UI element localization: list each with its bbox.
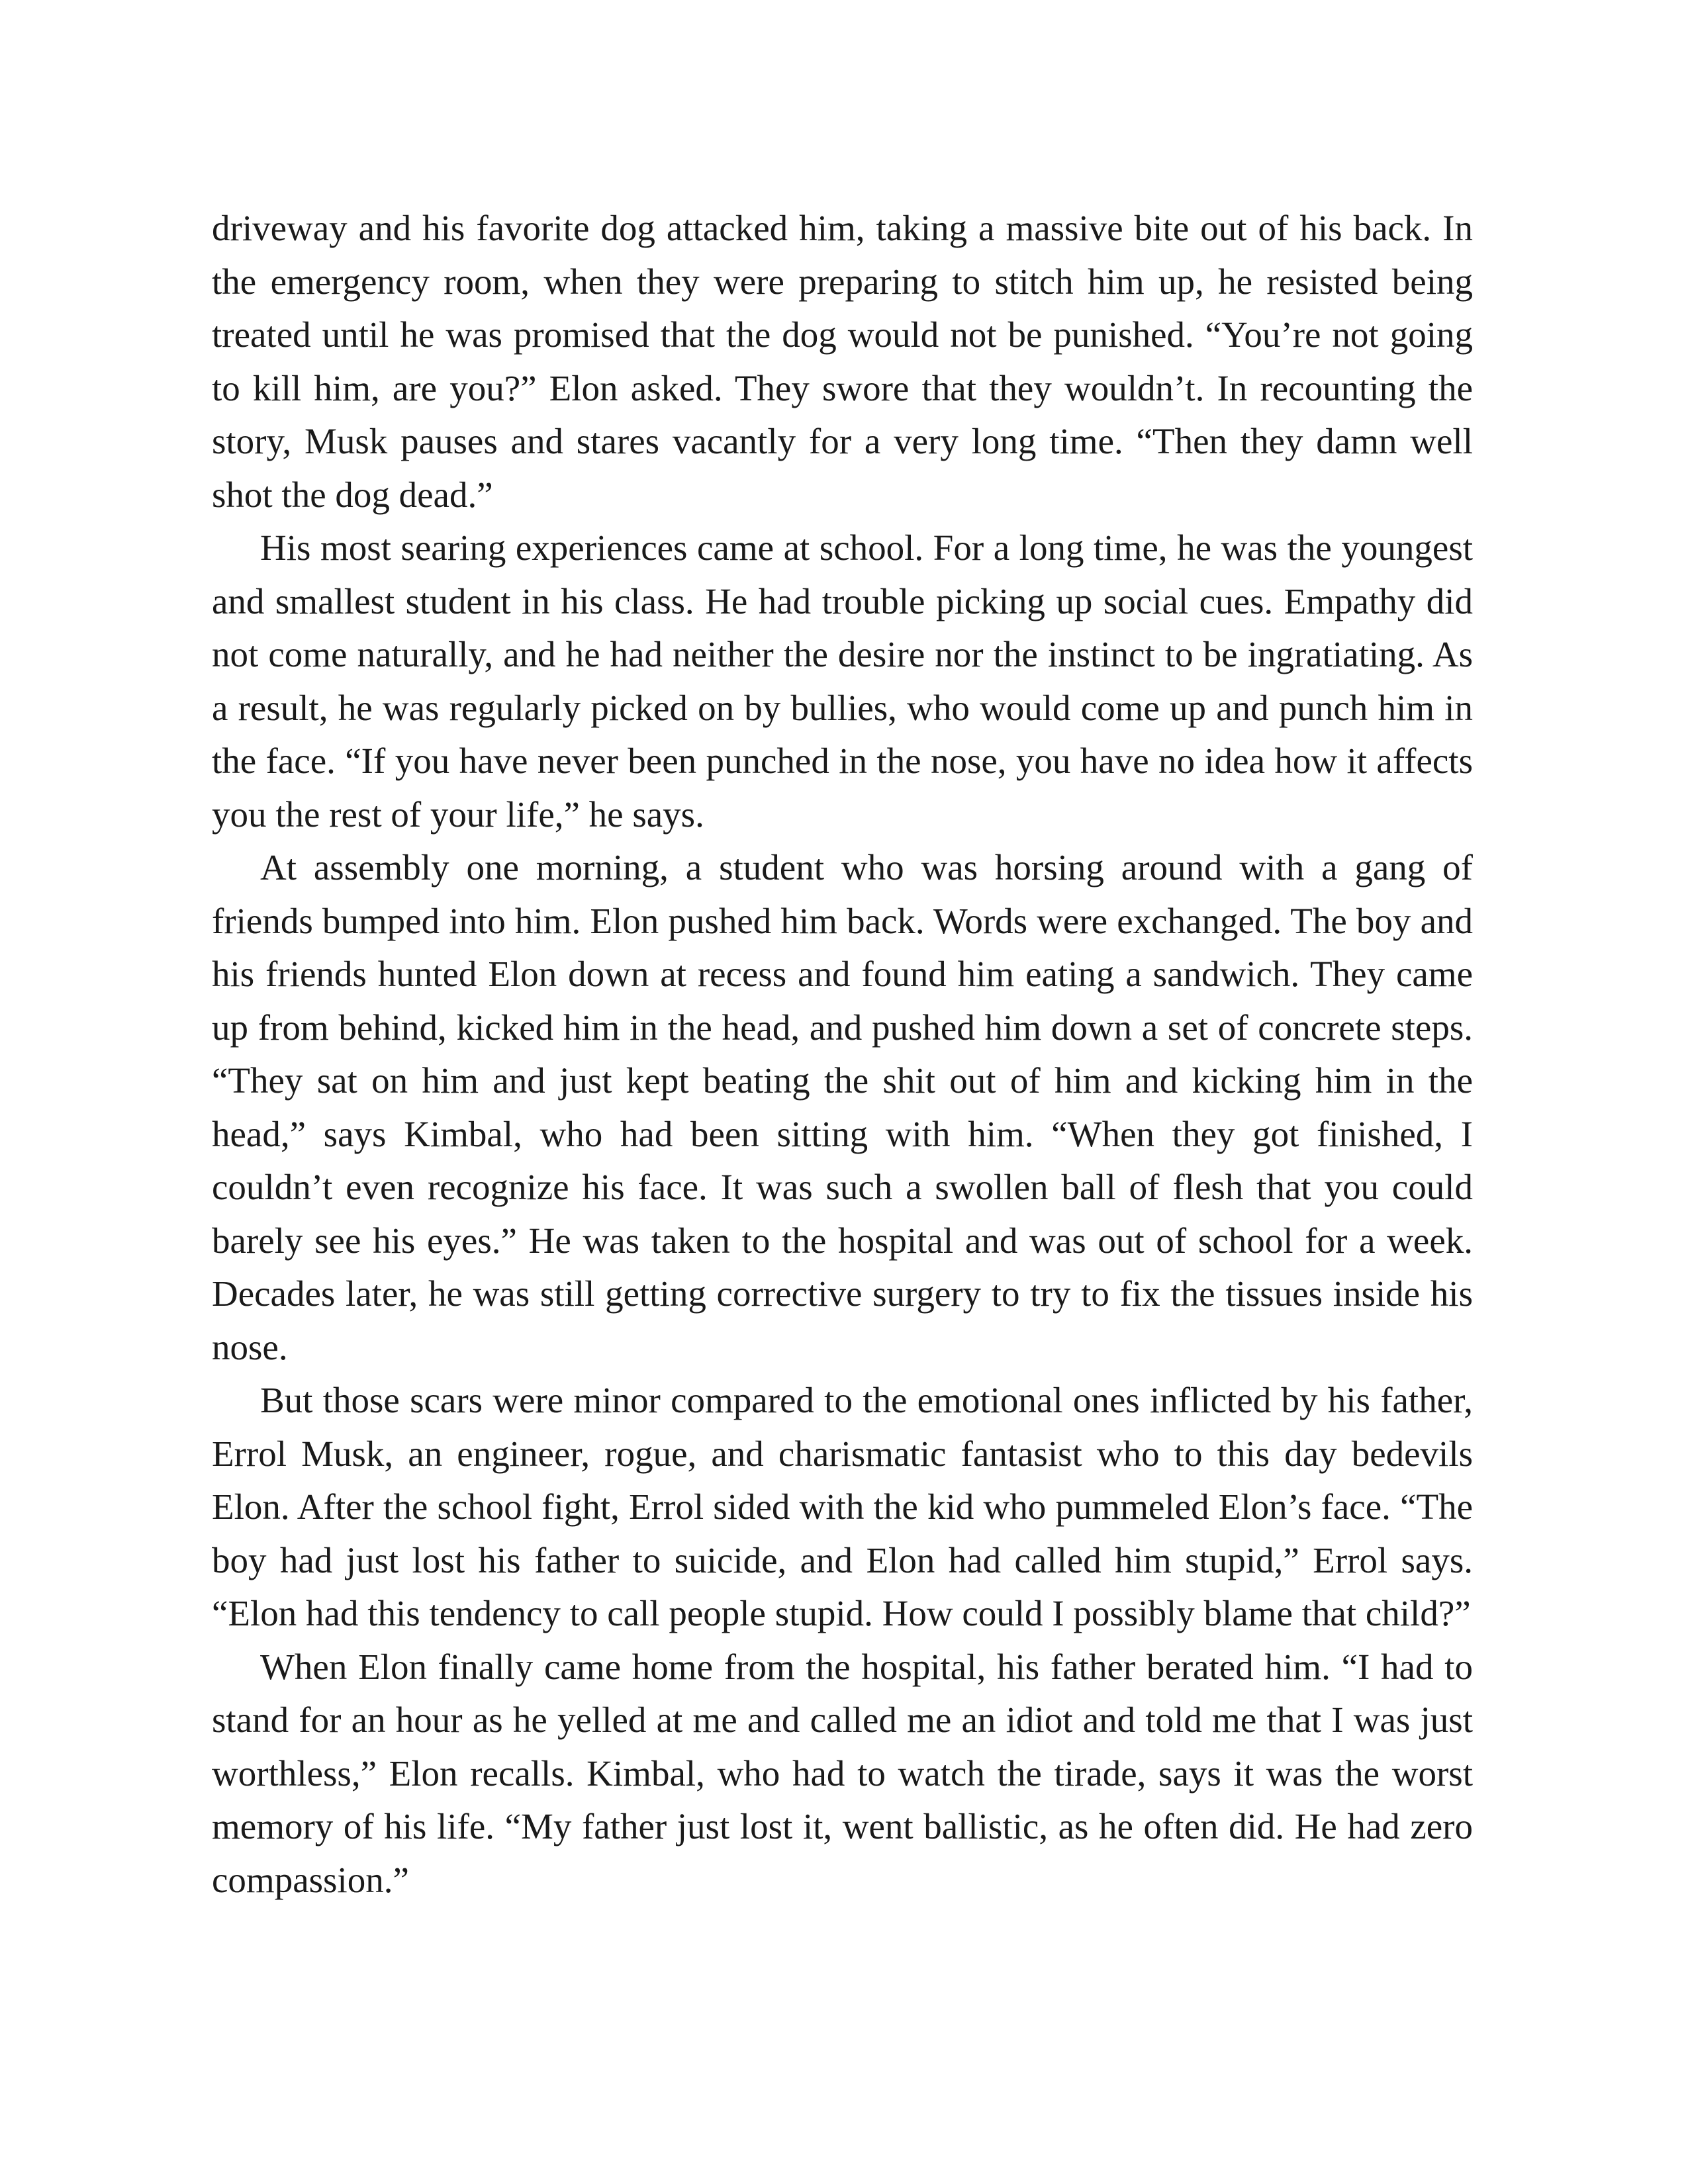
page-body	[212, 202, 1473, 1907]
paragraph-4: But those scars were minor compared to the emotional ones inflicted by his father, Errol Musk, an engineer, rogue, and charismatic fantasist who to this day bedevils Elon. After the school fight, Errol sided with the kid who pummeled Elon’s face. “The boy had just lost his father to suicide, and Elon had called him stupid,” Errol says. “Elon had this tendency to call people stupid. How could I possibly blame that child?”	[212, 1380, 1473, 1633]
paragraph-5: When Elon finally came home from the hospital, his father berated him. “I had to stand for an hour as he yelled at me and called me an idiot and told me that I was just worthless,” Elon recalls. Kimbal, who had to watch the tirade, says it was the worst memory of his life. “My father just lost it, went ballistic, as he often did. He had zero compassion.”	[212, 1646, 1473, 1900]
paragraph-3: At assembly one morning, a student who was horsing around with a gang of friends bumped into him. Elon pushed him back. Words were exchanged. The boy and his friends hunted Elon down at recess and found him eating a sandwich. They came up from behind, kicked him in the head, and pushed him down a set of concrete steps. “They sat on him and just kept beating the shit out of him and kicking him in the head,” says Kimbal, who had been sitting with him. “When they got finished, I couldn’t even recognize his face. It was such a swollen ball of flesh that you could barely see his eyes.” He was taken to the hospital and was out of school for a week. Decades later, he was still getting corrective surgery to try to fix the tissues inside his nose.	[212, 847, 1473, 1367]
paragraph-2: His most searing experiences came at school. For a long time, he was the youngest and smallest student in his class. He had trouble picking up social cues. Empathy did not come naturally, and he had neither the desire nor the instinct to be ingratiating. As a result, he was regularly picked on by bullies, who would come up and punch him in the face. “If you have never been punched in the nose, you have no idea how it affects you the rest of your life,” he says.	[212, 527, 1473, 835]
paragraph-1: driveway and his favorite dog attacked him, taking a massive bite out of his back. In the emergency room, when they were preparing to stitch him up, he resisted being treated until he was promised that the dog would not be punished. “You’re not going to kill him, are you?” Elon asked. They swore that they wouldn’t. In recounting the story, Musk pauses and stares vacantly for a very long time. “Then they damn well shot the dog dead.”	[212, 208, 1473, 515]
